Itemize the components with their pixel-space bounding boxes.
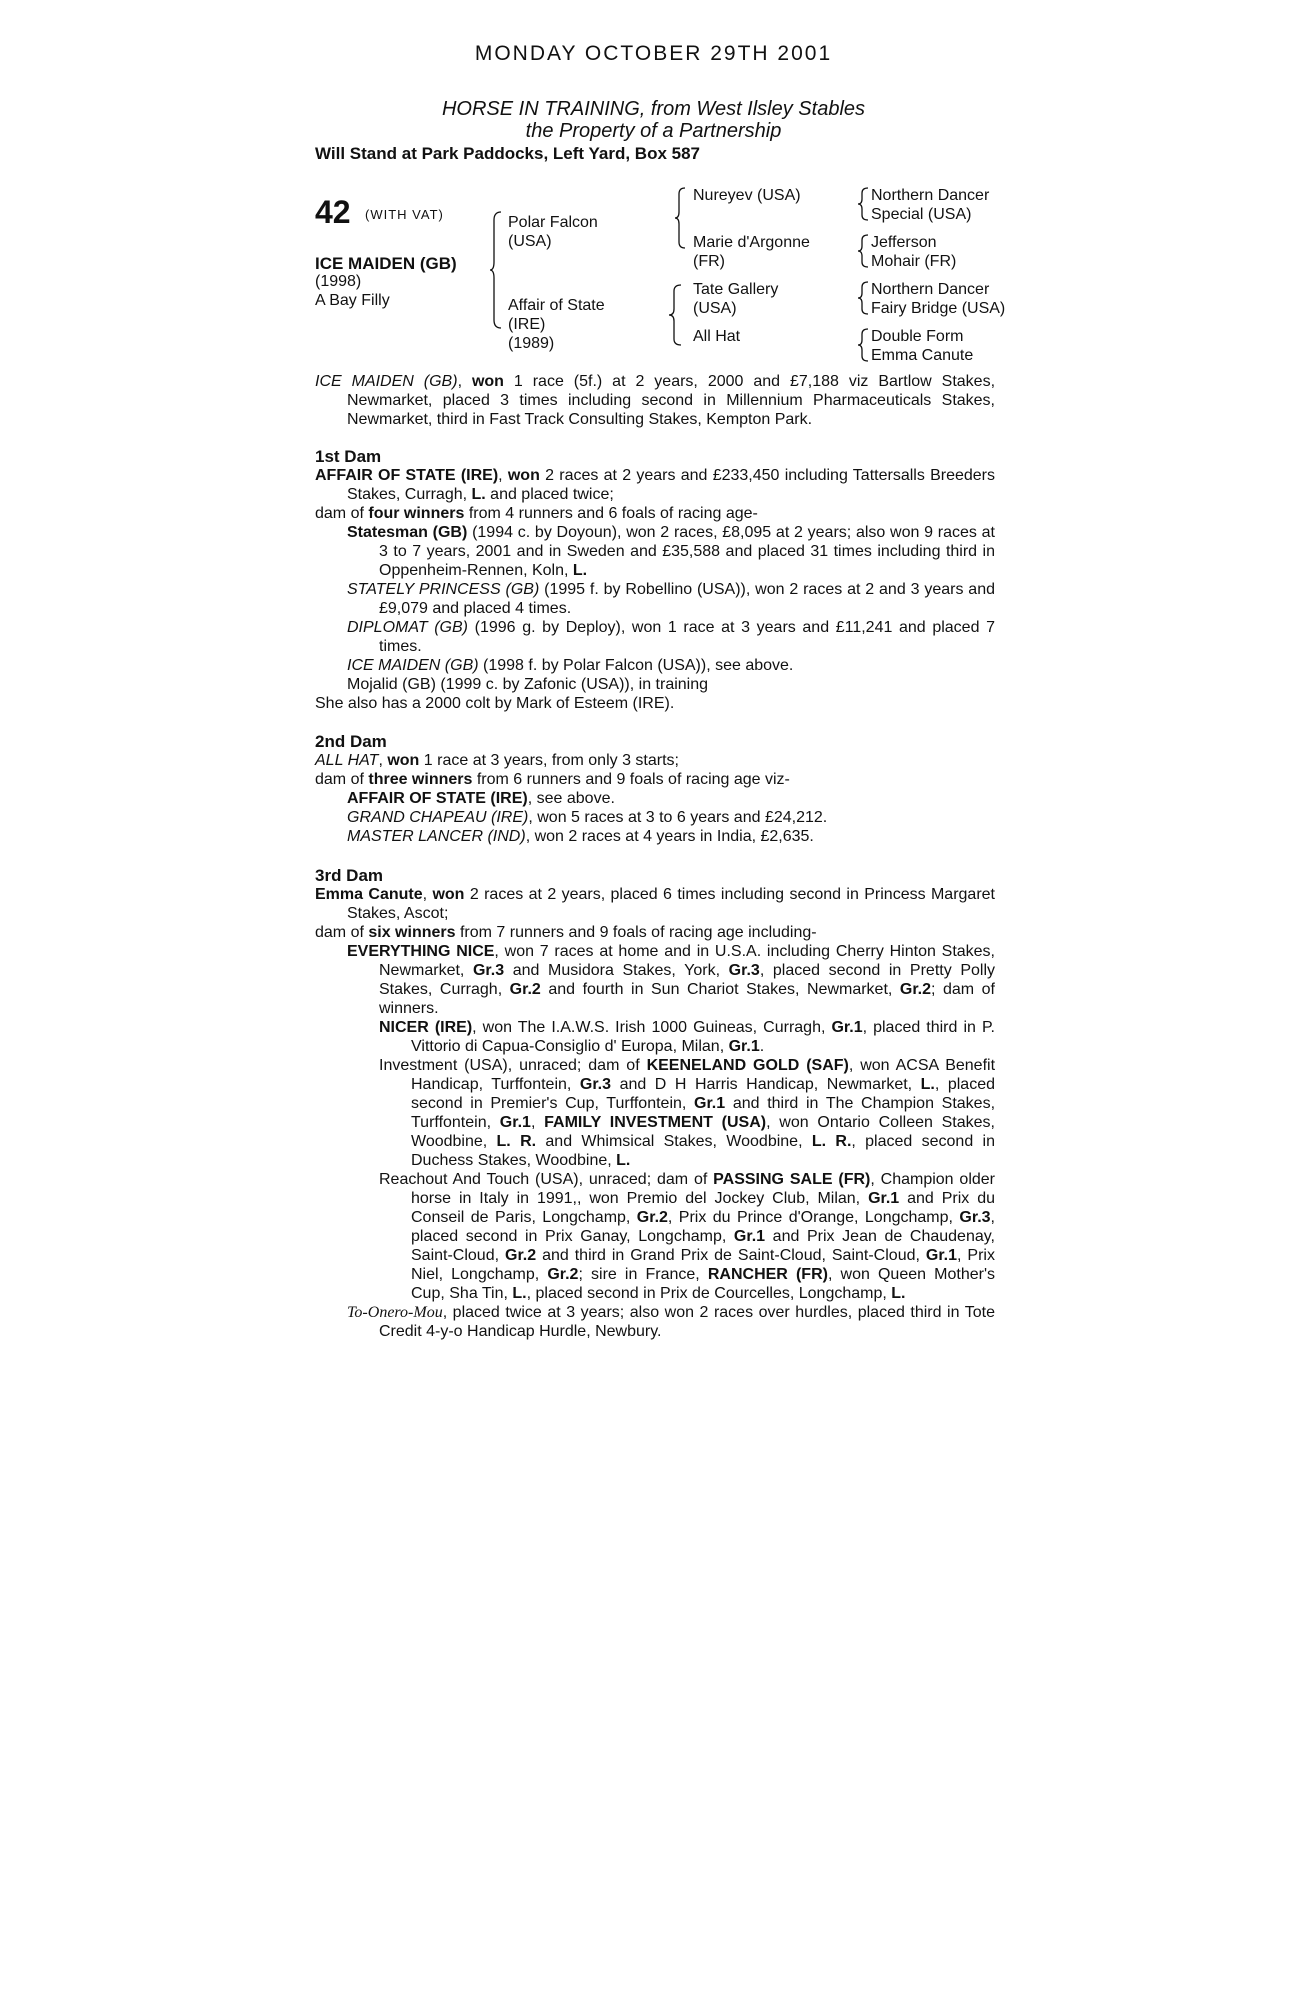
pedigree-brace-2a (674, 186, 686, 250)
third-dam-title: 3rd Dam (315, 866, 384, 885)
vat-note: (WITH VAT) (365, 207, 444, 222)
produce-everything-nice: EVERYTHING NICE, won 7 races at home and in U.S.A. including Cherry Hinton Stakes, Newmarket, Gr.3 and Musidora Stakes, York, Gr.3, placed second in Pretty Polly Stakes, Curragh, Gr.2 and fourth in Sun Chariot Stakes, Newmarket, Gr.2; dam of winners. (347, 943, 996, 1017)
horse-name: ICE MAIDEN (GB) (315, 254, 457, 273)
pedigree-brace-3d (857, 327, 869, 363)
produce-item: MASTER LANCER (IND), won 2 races at 4 years in India, £2,635. (347, 828, 814, 845)
pedigree-brace-2b (668, 283, 682, 347)
horse-description: A Bay Filly (315, 292, 390, 309)
sale-date: MONDAY OCTOBER 29TH 2001 (474, 42, 833, 65)
lot-heading (0, 98, 1307, 142)
pedigree-brace-3b (857, 233, 869, 269)
second-dam-section: 2nd Dam ALL HAT, won 1 race at 3 years, from only 3 starts; dam of three winners from 6 runners and 9 foals of racing age viz- AFFAIR OF STATE (IRE), see above. GRAND CHAPEAU (IRE), won 5 races at 3 to 6 years and £24,212. MASTER LANCER (IND), won 2 races at 4 years in India, £2,635. (315, 732, 995, 846)
lot-number: 42 (315, 194, 351, 230)
horse-summary: ICE MAIDEN (GB), won 1 race (5f.) at 2 years, 2000 and £7,188 viz Bartlow Stakes, Newmarket, placed 3 times including second in Millennium Pharmaceuticals Stakes, Newmarket, third in Fast Track Consulting Stakes, Kempton Park. (315, 373, 996, 428)
pedigree-dam-sire: Tate Gallery (USA) (693, 281, 779, 317)
first-dam-name: AFFAIR OF STATE (IRE) (315, 467, 499, 484)
stand-location: Will Stand at Park Paddocks, Left Yard, Box 587 (315, 144, 700, 163)
first-dam-also: She also has a 2000 colt by Mark of Esteem (IRE). (315, 695, 675, 712)
pedigree-brace-3a (857, 186, 869, 222)
pedigree-g3: Northern Dancer Fairy Bridge (USA) (871, 281, 1006, 317)
produce-item: GRAND CHAPEAU (IRE), won 5 races at 3 to 6 years and £24,212. (347, 809, 828, 826)
pedigree-brace-3c (857, 280, 869, 316)
first-dam-section: 1st Dam AFFAIR OF STATE (IRE), won 2 races at 2 years and £233,450 including Tattersalls Breeders Stakes, Curragh, L. and placed twice; dam of four winners from 4 runners and 6 foals of racing age- Statesman (GB) (1994 c. by Doyoun), won 2 races, £8,095 at 2 years; also won 9 races at 3 to 7 years, 2001 and in Sweden and £35,588 and placed 31 times including third in Oppenheim-Rennen, Koln, L. STATELY PRINCESS (GB) (1995 f. by Robellino (USA)), won 2 races at 2 and 3 years and £9,079 and placed 4 times. DIPLOMAT (GB) (1996 g. by Deploy), won 1 race at 3 years and £11,241 and placed 7 times. ICE MAIDEN (GB) (1998 f. by Polar Falcon (USA)), see above. Mojalid (GB) (1999 c. by Zafonic (USA)), in training She also has a 2000 colt by Mark of Esteem (IRE). (315, 447, 996, 712)
produce-item: AFFAIR OF STATE (IRE), see above. (347, 790, 615, 807)
produce-item: ICE MAIDEN (GB) (1998 f. by Polar Falcon (USA)), see above. (347, 657, 794, 674)
first-dam-title: 1st Dam (315, 447, 382, 466)
summary-name: ICE MAIDEN (GB) (315, 373, 458, 390)
produce-item: DIPLOMAT (GB) (1996 g. by Deploy), won 1 race at 3 years and £11,241 and placed 7 times. (347, 619, 996, 655)
pedigree-g1: Northern Dancer Special (USA) (871, 187, 990, 223)
produce-investment: Investment (USA), unraced; dam of KEENELAND GOLD (SAF), won ACSA Benefit Handicap, Turffontein, Gr.3 and D H Harris Handicap, Newmarket, L., placed second in Premier's Cup, Turffontein, Gr.1 and third in The Champion Stakes, Turffontein, Gr.1, FAMILY INVESTMENT (USA), won Ontario Colleen Stakes, Woodbine, L. R. and Whimsical Stakes, Woodbine, L. R., placed second in Duchess Stakes, Woodbine, L. (379, 1057, 996, 1169)
produce-item: Mojalid (GB) (1999 c. by Zafonic (USA)), in training (347, 676, 709, 693)
pedigree-sire-dam: Marie d'Argonne (FR) (693, 234, 810, 270)
third-dam-section: 3rd Dam Emma Canute, won 2 races at 2 years, placed 6 times including second in Princess Margaret Stakes, Ascot; dam of six winners from 7 runners and 9 foals of racing age including- EVERYTHING NICE, won 7 races at home and in U.S.A. including Cherry Hinton Stakes, Newmarket, Gr.3 and Musidora Stakes, York, Gr.3, placed second in Pretty Polly Stakes, Curragh, Gr.2 and fourth in Sun Chariot Stakes, Newmarket, Gr.2; dam of winners. NICER (IRE), won The I.A.W.S. Irish 1000 Guineas, Curragh, Gr.1, placed third in P. Vittorio di Capua-Consiglio d' Europa, Milan, Gr.1. Investment (USA), unraced; dam of KEENELAND GOLD (SAF), won ACSA Benefit Handicap, Turffontein, Gr.3 and D H Harris Handicap, Newmarket, L., placed second in Premier's Cup, Turffontein, Gr.1 and third in The Champion Stakes, Turffontein, Gr.1, FAMILY INVESTMENT (USA), won Ontario Colleen Stakes, Woodbine, L. R. and Whimsical Stakes, Woodbine, L. R., placed second in Duchess Stakes, Woodbine, L. Reachout And Touch (USA), unraced; dam of PASSING SALE (FR), Champion older horse in Italy in 1991,, won Premio del Jockey Club, Milan, Gr.1 and Prix du Conseil de Paris, Longchamp, Gr.2, Prix du Prince d'Orange, Longchamp, Gr.3, placed second in Prix Ganay, Longchamp, Gr.1 and Prix Jean de Chaudenay, Saint-Cloud, Gr.2 and third in Grand Prix de Saint-Cloud, Saint-Cloud, Gr.1, Prix Niel, Longchamp, Gr.2; sire in France, RANCHER (FR), won Queen Mother's Cup, Sha Tin, L., placed second in Prix de Courcelles, Longchamp, L. To-Onero-Mou, placed twice at 3 years; also won 2 races over hurdles, placed third in Tote Credit 4-y-o Handicap Hurdle, Newbury. (315, 866, 996, 1340)
produce-item: STATELY PRINCESS (GB) (1995 f. by Robellino (USA)), won 2 races at 2 and 3 years and £9,079 and placed 4 times. (347, 581, 995, 617)
pedigree-dam: Affair of State (IRE) (1989) (508, 297, 605, 352)
second-dam-name: ALL HAT (315, 752, 379, 769)
horse-year: (1998) (315, 273, 362, 290)
third-dam-name: Emma Canute (315, 886, 423, 903)
heading-line-1: HORSE IN TRAINING, from West Ilsley Stables (441, 98, 866, 120)
pedigree-sire: Polar Falcon (USA) (508, 214, 598, 250)
pedigree-g4: Double Form Emma Canute (871, 328, 974, 364)
pedigree-dam-dam: All Hat (693, 328, 741, 345)
pedigree-sire-sire: Nureyev (USA) (693, 187, 801, 204)
heading-line-2: the Property of a Partnership (525, 120, 782, 142)
produce-to-onero-mou: To-Onero-Mou, placed twice at 3 years; also won 2 races over hurdles, placed third in Tote Credit 4-y-o Handicap Hurdle, Newbury. (347, 1304, 995, 1340)
pedigree-brace-1 (490, 210, 502, 330)
produce-nicer: NICER (IRE), won The I.A.W.S. Irish 1000 Guineas, Curragh, Gr.1, placed third in P. Vittorio di Capua-Consiglio d' Europa, Milan, Gr.1. (379, 1019, 995, 1055)
produce-reachout: Reachout And Touch (USA), unraced; dam of PASSING SALE (FR), Champion older horse in Italy in 1991,, won Premio del Jockey Club, Milan, Gr.1 and Prix du Conseil de Paris, Longchamp, Gr.2, Prix du Prince d'Orange, Longchamp, Gr.3, placed second in Prix Ganay, Longchamp, Gr.1 and Prix Jean de Chaudenay, Saint-Cloud, Gr.2 and third in Grand Prix de Saint-Cloud, Saint-Cloud, Gr.1, Prix Niel, Longchamp, Gr.2; sire in France, RANCHER (FR), won Queen Mother's Cup, Sha Tin, L., placed second in Prix de Courcelles, Longchamp, L. (379, 1171, 996, 1302)
pedigree-g2: Jefferson Mohair (FR) (871, 234, 957, 270)
produce-item: Statesman (GB) (1994 c. by Doyoun), won 2 races, £8,095 at 2 years; also won 9 races at 3 to 7 years, 2001 and in Sweden and £35,588 and placed 31 times including third in Oppenheim-Rennen, Koln, L. (347, 524, 996, 579)
second-dam-title: 2nd Dam (315, 732, 387, 751)
